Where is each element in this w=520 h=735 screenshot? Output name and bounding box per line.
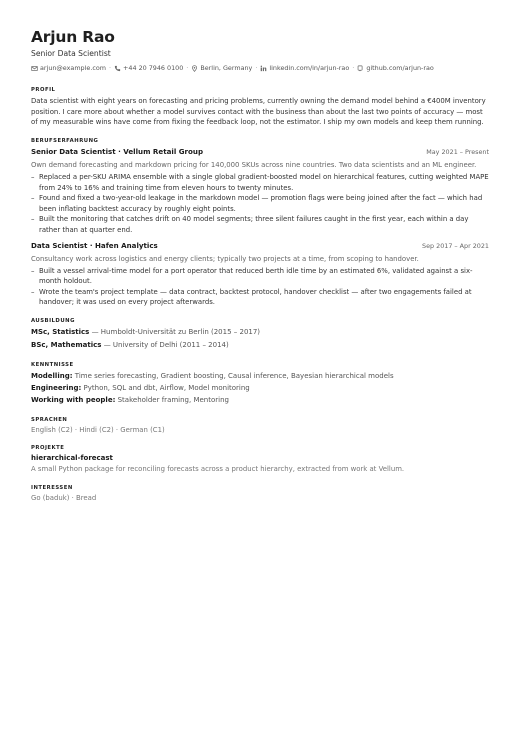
- job-bullet: – Found and fixed a two-year-old leakage in the markdown model — promotion flags were being joined after the fact — which had been inflating backtest accuracy by roughly eight points.: [31, 194, 483, 213]
- interests-section: [31, 485, 489, 504]
- contact-email[interactable]: [31, 64, 106, 73]
- section-title-skills: KENNTNISSE: [31, 362, 74, 369]
- languages-text: English (C2) · Hindi (C2) · German (C1): [31, 425, 165, 434]
- skills-section: [31, 362, 489, 407]
- candidate-name: Arjun Rao: [31, 28, 115, 46]
- contact-separator: ·: [255, 64, 258, 72]
- education-detail: — Humboldt-Universität zu Berlin (2015 – 2017): [89, 328, 261, 337]
- contact-separator: ·: [352, 64, 355, 72]
- section-title-projects: PROJEKTE: [31, 445, 65, 452]
- contact-linkedin-text: linkedin.com/in/arjun-rao: [269, 64, 350, 72]
- job-entry: [31, 147, 489, 236]
- education-item: [31, 339, 489, 352]
- phone-icon: [114, 65, 121, 72]
- job-entry: [31, 241, 489, 308]
- skill-value: Python, SQL and dbt, Airflow, Model monitoring: [81, 384, 250, 393]
- github-icon: [357, 65, 364, 72]
- projects-section: [31, 445, 489, 475]
- job-bullets: [31, 172, 489, 236]
- job-bullet: – Built the monitoring that catches drift on 40 model segments; three silent failures caught in the first year, each within a day rather than at quarter end.: [31, 215, 469, 235]
- linkedin-icon: [260, 65, 267, 72]
- education-degree: MSc, Statistics: [31, 328, 90, 337]
- job-summary: Own demand forecasting and markdown pricing for 140,000 SKUs across nine countries. Two data scientists and an ML engineer.: [31, 161, 477, 170]
- job-bullets: [31, 266, 489, 308]
- skill-label: Modelling:: [31, 372, 73, 381]
- location-icon: [191, 65, 198, 72]
- experience-section: [31, 138, 489, 308]
- candidate-headline: Senior Data Scientist: [31, 49, 111, 58]
- job-bullet-text: Built the monitoring that catches drift on 40 model segments; three silent failures caught in the first year, each within a day rather than at quarter end.: [39, 215, 469, 235]
- project-name: hierarchical-forecast: [31, 454, 113, 463]
- contact-line: [31, 64, 489, 73]
- job-bullet-text: Built a vessel arrival-time model for a port operator that reduced berth idle time by an estimated 6%, validated against a six-month holdout.: [39, 266, 473, 286]
- contact-phone-text: +44 20 7946 0100: [123, 64, 184, 72]
- job-bullet-text: Found and fixed a two-year-old leakage in the markdown model — promotion flags were being joined after the fact — which had been inflating backtest accuracy by roughly eight points.: [39, 194, 483, 213]
- job-header: [31, 147, 489, 157]
- skill-item: [31, 382, 489, 394]
- section-title-languages: SPRACHEN: [31, 416, 68, 423]
- skill-value: Time series forecasting, Gradient boosting, Causal inference, Bayesian hierarchical models: [72, 372, 394, 381]
- skill-label: Engineering:: [31, 384, 82, 393]
- job-bullet-text: Wrote the team's project template — data contract, backtest protocol, handover checklist — after two engagements failed at handover; it was used on every project afterwards.: [39, 287, 472, 307]
- skill-label: Working with people:: [31, 396, 116, 405]
- skill-value: Stakeholder framing, Mentoring: [115, 396, 229, 405]
- project-description: A small Python package for reconciling forecasts across a product hierarchy, extracted from work at Vellum.: [31, 465, 405, 474]
- job-bullet: – Wrote the team's project template — data contract, backtest protocol, handover checklist — after two engagements failed at handover; it was used on every project afterwards.: [31, 287, 472, 307]
- job-bullet: – Replaced a per-SKU ARIMA ensemble with a single global gradient-boosted model on hierarchical features, cutting weighted MAPE from 24% to 16% and training time from eleven hours to twenty minutes.: [31, 173, 489, 192]
- education-section: [31, 318, 489, 352]
- profile-text: Data scientist with eight years on forecasting and pricing problems, currently owning the demand model behind a €400M inventory position. I care more about whether a model survives contact with the business than about the last two points of accuracy — most of my measurable wins have come from fixing the feedback loop, not the estimator. I ship my own models and keep them running.: [31, 97, 486, 127]
- contact-github[interactable]: [357, 64, 434, 73]
- job-bullet: – Built a vessel arrival-time model for a port operator that reduced berth idle time by an estimated 6%, validated against a six-month holdout.: [31, 266, 473, 286]
- section-title-profile: PROFIL: [31, 87, 56, 93]
- job-title: Data Scientist · Hafen Analytics: [31, 240, 158, 250]
- contact-github-text: github.com/arjun-rao: [366, 64, 434, 72]
- interests-text: Go (baduk) · Bread: [31, 494, 97, 503]
- contact-linkedin[interactable]: [260, 64, 349, 73]
- job-title: Senior Data Scientist · Vellum Retail Group: [31, 147, 204, 157]
- resume-page: [31, 28, 489, 504]
- contact-location-text: Berlin, Germany: [200, 64, 253, 72]
- section-title-experience: BERUFSERFAHRUNG: [31, 138, 99, 145]
- contact-separator: ·: [186, 64, 189, 72]
- skill-item: [31, 370, 489, 382]
- job-dates: Sep 2017 – Apr 2021: [422, 241, 489, 250]
- contact-separator: ·: [109, 64, 112, 72]
- profile-section: [31, 87, 489, 128]
- education-item: [31, 326, 489, 339]
- contact-location: [191, 64, 252, 73]
- contact-email-text: arjun@example.com: [40, 64, 106, 72]
- education-detail: — University of Delhi (2011 – 2014): [101, 341, 229, 350]
- job-bullet-text: Replaced a per-SKU ARIMA ensemble with a single global gradient-boosted model on hierarchical features, cutting weighted MAPE from 24% to 16% and training time from eleven hours to twenty minutes.: [39, 173, 489, 192]
- skill-item: [31, 394, 489, 406]
- languages-section: [31, 417, 489, 436]
- section-title-interests: INTERESSEN: [31, 485, 73, 492]
- job-header: [31, 241, 489, 251]
- contact-phone[interactable]: [114, 64, 183, 73]
- education-degree: BSc, Mathematics: [31, 341, 102, 350]
- mail-icon: [31, 65, 38, 72]
- job-summary: Consultancy work across logistics and energy clients; typically two projects at a time, from scoping to handover.: [31, 254, 419, 263]
- job-dates: May 2021 – Present: [426, 148, 489, 157]
- section-title-education: AUSBILDUNG: [31, 318, 75, 325]
